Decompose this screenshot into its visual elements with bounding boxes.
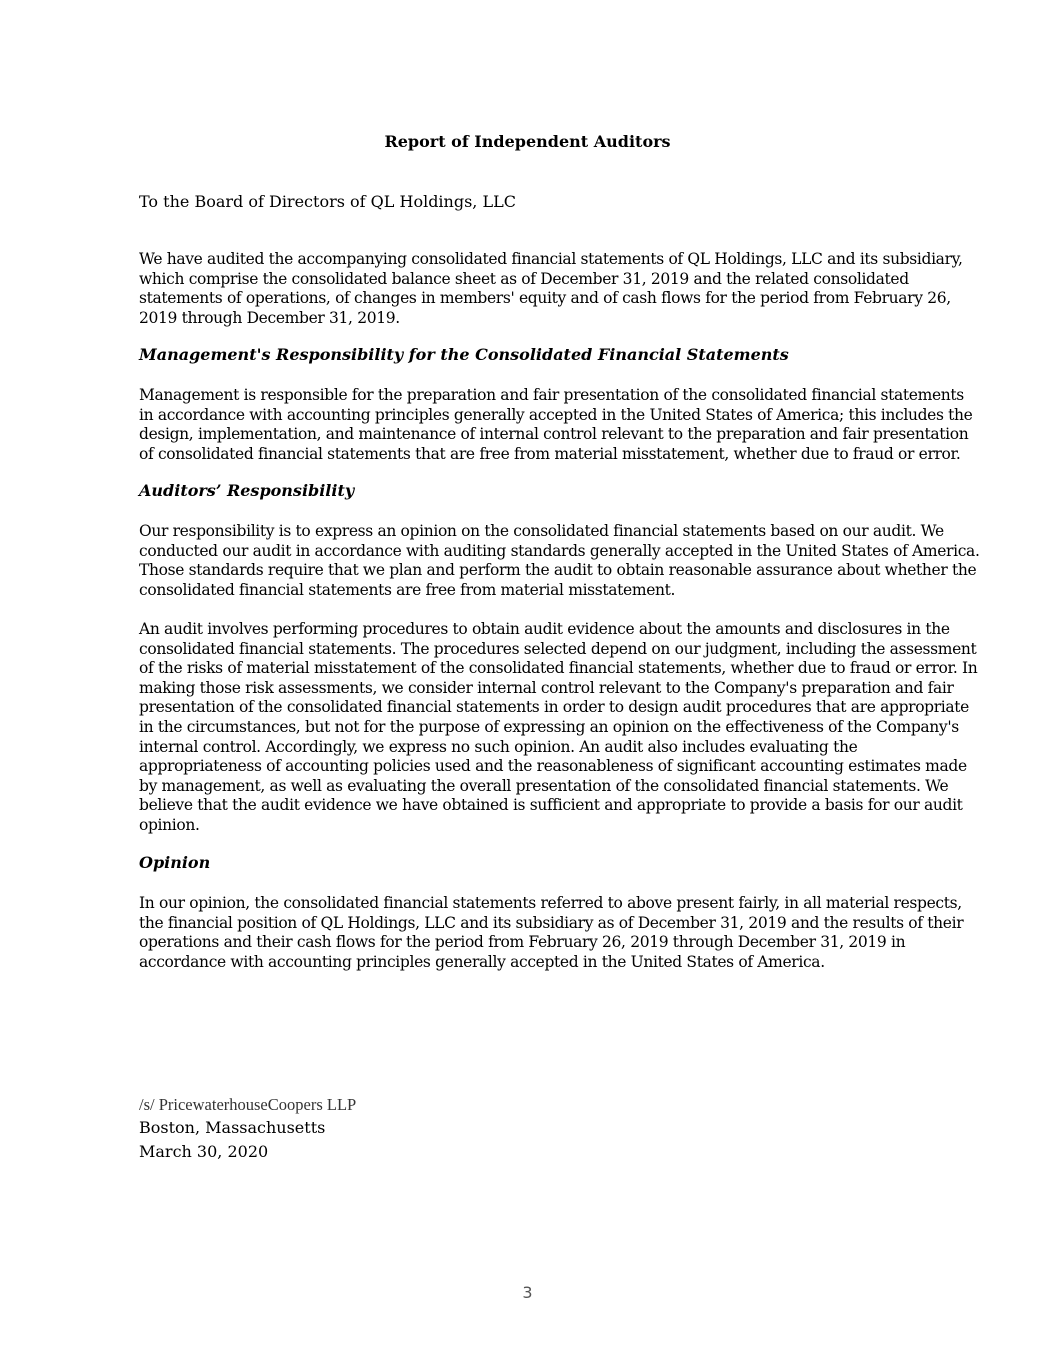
section-heading-management: Management's Responsibility for the Consolidated Financial Statements [139, 345, 789, 364]
auditors-paragraph-1: Our responsibility is to express an opinion on the consolidated financial statements based on our audit. We conducted our audit in accordance with auditing standards generally accepted in the United States of America. Those standards require that we plan and perform the audit to obtain reasonable assurance about whether the consolidated financial statements are free from material misstatement. [139, 522, 980, 599]
signature-date: March 30, 2020 [139, 1142, 269, 1161]
section-heading-opinion: Opinion [139, 853, 211, 872]
section-heading-auditors: Auditors’ Responsibility [139, 481, 355, 500]
opinion-paragraph: In our opinion, the consolidated financial statements referred to above present fairly, in all material respects, the financial position of QL Holdings, LLC and its subsidiary as of December 31, 2019 and the results of their operations and their cash flows for the period from February 26, 2019 through December 31, 2019 in accordance with accounting principles generally accepted in the United States of America. [139, 894, 964, 971]
addressee: To the Board of Directors of QL Holdings, LLC [139, 192, 516, 211]
auditor-signature: /s/ PricewaterhouseCoopers LLP [139, 1095, 357, 1114]
page-number: 3 [522, 1283, 533, 1302]
signature-location: Boston, Massachusetts [139, 1118, 326, 1137]
intro-paragraph: We have audited the accompanying consolidated financial statements of QL Holdings, LLC and its subsidiary, which comprise the consolidated balance sheet as of December 31, 2019 and the related consolidated statements of operations, of changes in members' equity and of cash flows for the period from February 26, 2019 through December 31, 2019. [139, 250, 963, 327]
auditors-paragraph-2: An audit involves performing procedures to obtain audit evidence about the amounts and disclosures in the consolidated financial statements. The procedures selected depend on our judgment, including the assessment of the risks of material misstatement of the consolidated financial statements, whether due to fraud or error. In making those risk assessments, we consider internal control relevant to the Company's preparation and fair presentation of the consolidated financial statements in order to design audit procedures that are appropriate in the circumstances, but not for the purpose of expressing an opinion on the effectiveness of the Company's internal control. Accordingly, we express no such opinion. An audit also includes evaluating the appropriateness of accounting policies used and the reasonableness of significant accounting estimates made by management, as well as evaluating the overall presentation of the consolidated financial statements. We believe that the audit evidence we have obtained is sufficient and appropriate to provide a basis for our audit opinion. [139, 620, 978, 834]
management-paragraph: Management is responsible for the preparation and fair presentation of the consolidated financial statements in accordance with accounting principles generally accepted in the United States of America; this includes the design, implementation, and maintenance of internal control relevant to the preparation and fair presentation of consolidated financial statements that are free from material misstatement, whether due to fraud or error. [139, 386, 973, 463]
report-title: Report of Independent Auditors [384, 132, 671, 151]
